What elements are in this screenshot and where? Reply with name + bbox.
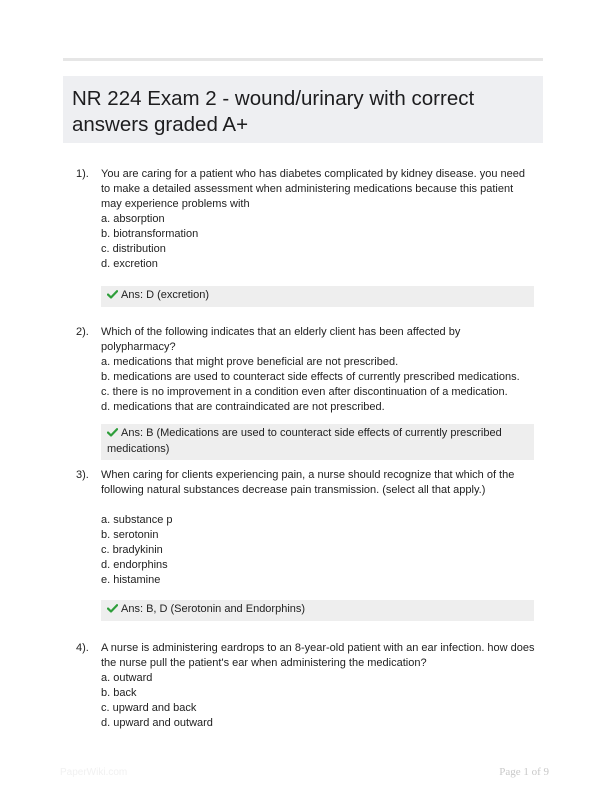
option: b. medications are used to counteract side effects of currently prescribed medications.: [101, 371, 520, 383]
question-body: [101, 167, 535, 272]
question-3: [63, 468, 543, 621]
option: e. histamine: [101, 574, 161, 586]
option-list: [101, 513, 535, 588]
question-number: 1).: [76, 168, 89, 180]
option: a. outward: [101, 672, 153, 684]
option: d. excretion: [101, 258, 158, 270]
answer-text: Ans: B (Medications are used to counteract side effects of currently prescribed medications): [107, 427, 502, 455]
answer-text: Ans: B, D (Serotonin and Endorphins): [121, 603, 306, 615]
answer-text: Ans: D (excretion): [121, 289, 210, 301]
option-list: [101, 355, 535, 415]
option-list: [101, 671, 535, 731]
check-icon: [107, 603, 118, 618]
option: d. upward and outward: [101, 717, 213, 729]
check-icon: [107, 427, 118, 442]
option: a. absorption: [101, 213, 165, 225]
top-divider: [63, 58, 543, 61]
option: d. endorphins: [101, 559, 168, 571]
question-text: Which of the following indicates that an elderly client has been affected by polypharmacy?: [101, 326, 461, 353]
answer-box: [101, 286, 534, 307]
option: d. medications that are contraindicated are not prescribed.: [101, 401, 385, 413]
question-body: [101, 468, 535, 588]
option: b. biotransformation: [101, 228, 199, 240]
question-1: [63, 167, 543, 307]
option: b. serotonin: [101, 529, 159, 541]
question-number: 4).: [76, 642, 89, 654]
question-2: [63, 325, 543, 460]
footer-logo: PaperWiki.com: [60, 767, 128, 778]
question-number: 3).: [76, 469, 89, 481]
question-text: You are caring for a patient who has diabetes complicated by kidney disease. you need to make a detailed assessment when administering medications because this patient may experience problems with: [101, 168, 525, 210]
page-number: Page 1 of 9: [499, 766, 549, 778]
question-body: [101, 641, 535, 731]
option: c. distribution: [101, 243, 166, 255]
question-4: [63, 641, 543, 731]
option: c. bradykinin: [101, 544, 163, 556]
document-title: NR 224 Exam 2 - wound/urinary with correct answers graded A+: [72, 87, 475, 136]
title-box: [63, 76, 543, 143]
question-text: When caring for clients experiencing pain, a nurse should recognize that which of the following natural substances decrease pain transmission. (select all that apply.): [101, 469, 515, 496]
question-body: [101, 325, 535, 415]
option: a. medications that might prove beneficial are not prescribed.: [101, 356, 399, 368]
option: b. back: [101, 687, 137, 699]
answer-box: [101, 424, 534, 460]
check-icon: [107, 289, 118, 304]
option-list: [101, 212, 535, 272]
option: c. upward and back: [101, 702, 197, 714]
option: c. there is no improvement in a condition even after discontinuation of a medication.: [101, 386, 508, 398]
answer-box: [101, 600, 534, 621]
option: a. substance p: [101, 514, 173, 526]
question-text: A nurse is administering eardrops to an 8-year-old patient with an ear infection. how does the nurse pull the patient's ear when administering the medication?: [101, 642, 535, 669]
question-number: 2).: [76, 326, 89, 338]
